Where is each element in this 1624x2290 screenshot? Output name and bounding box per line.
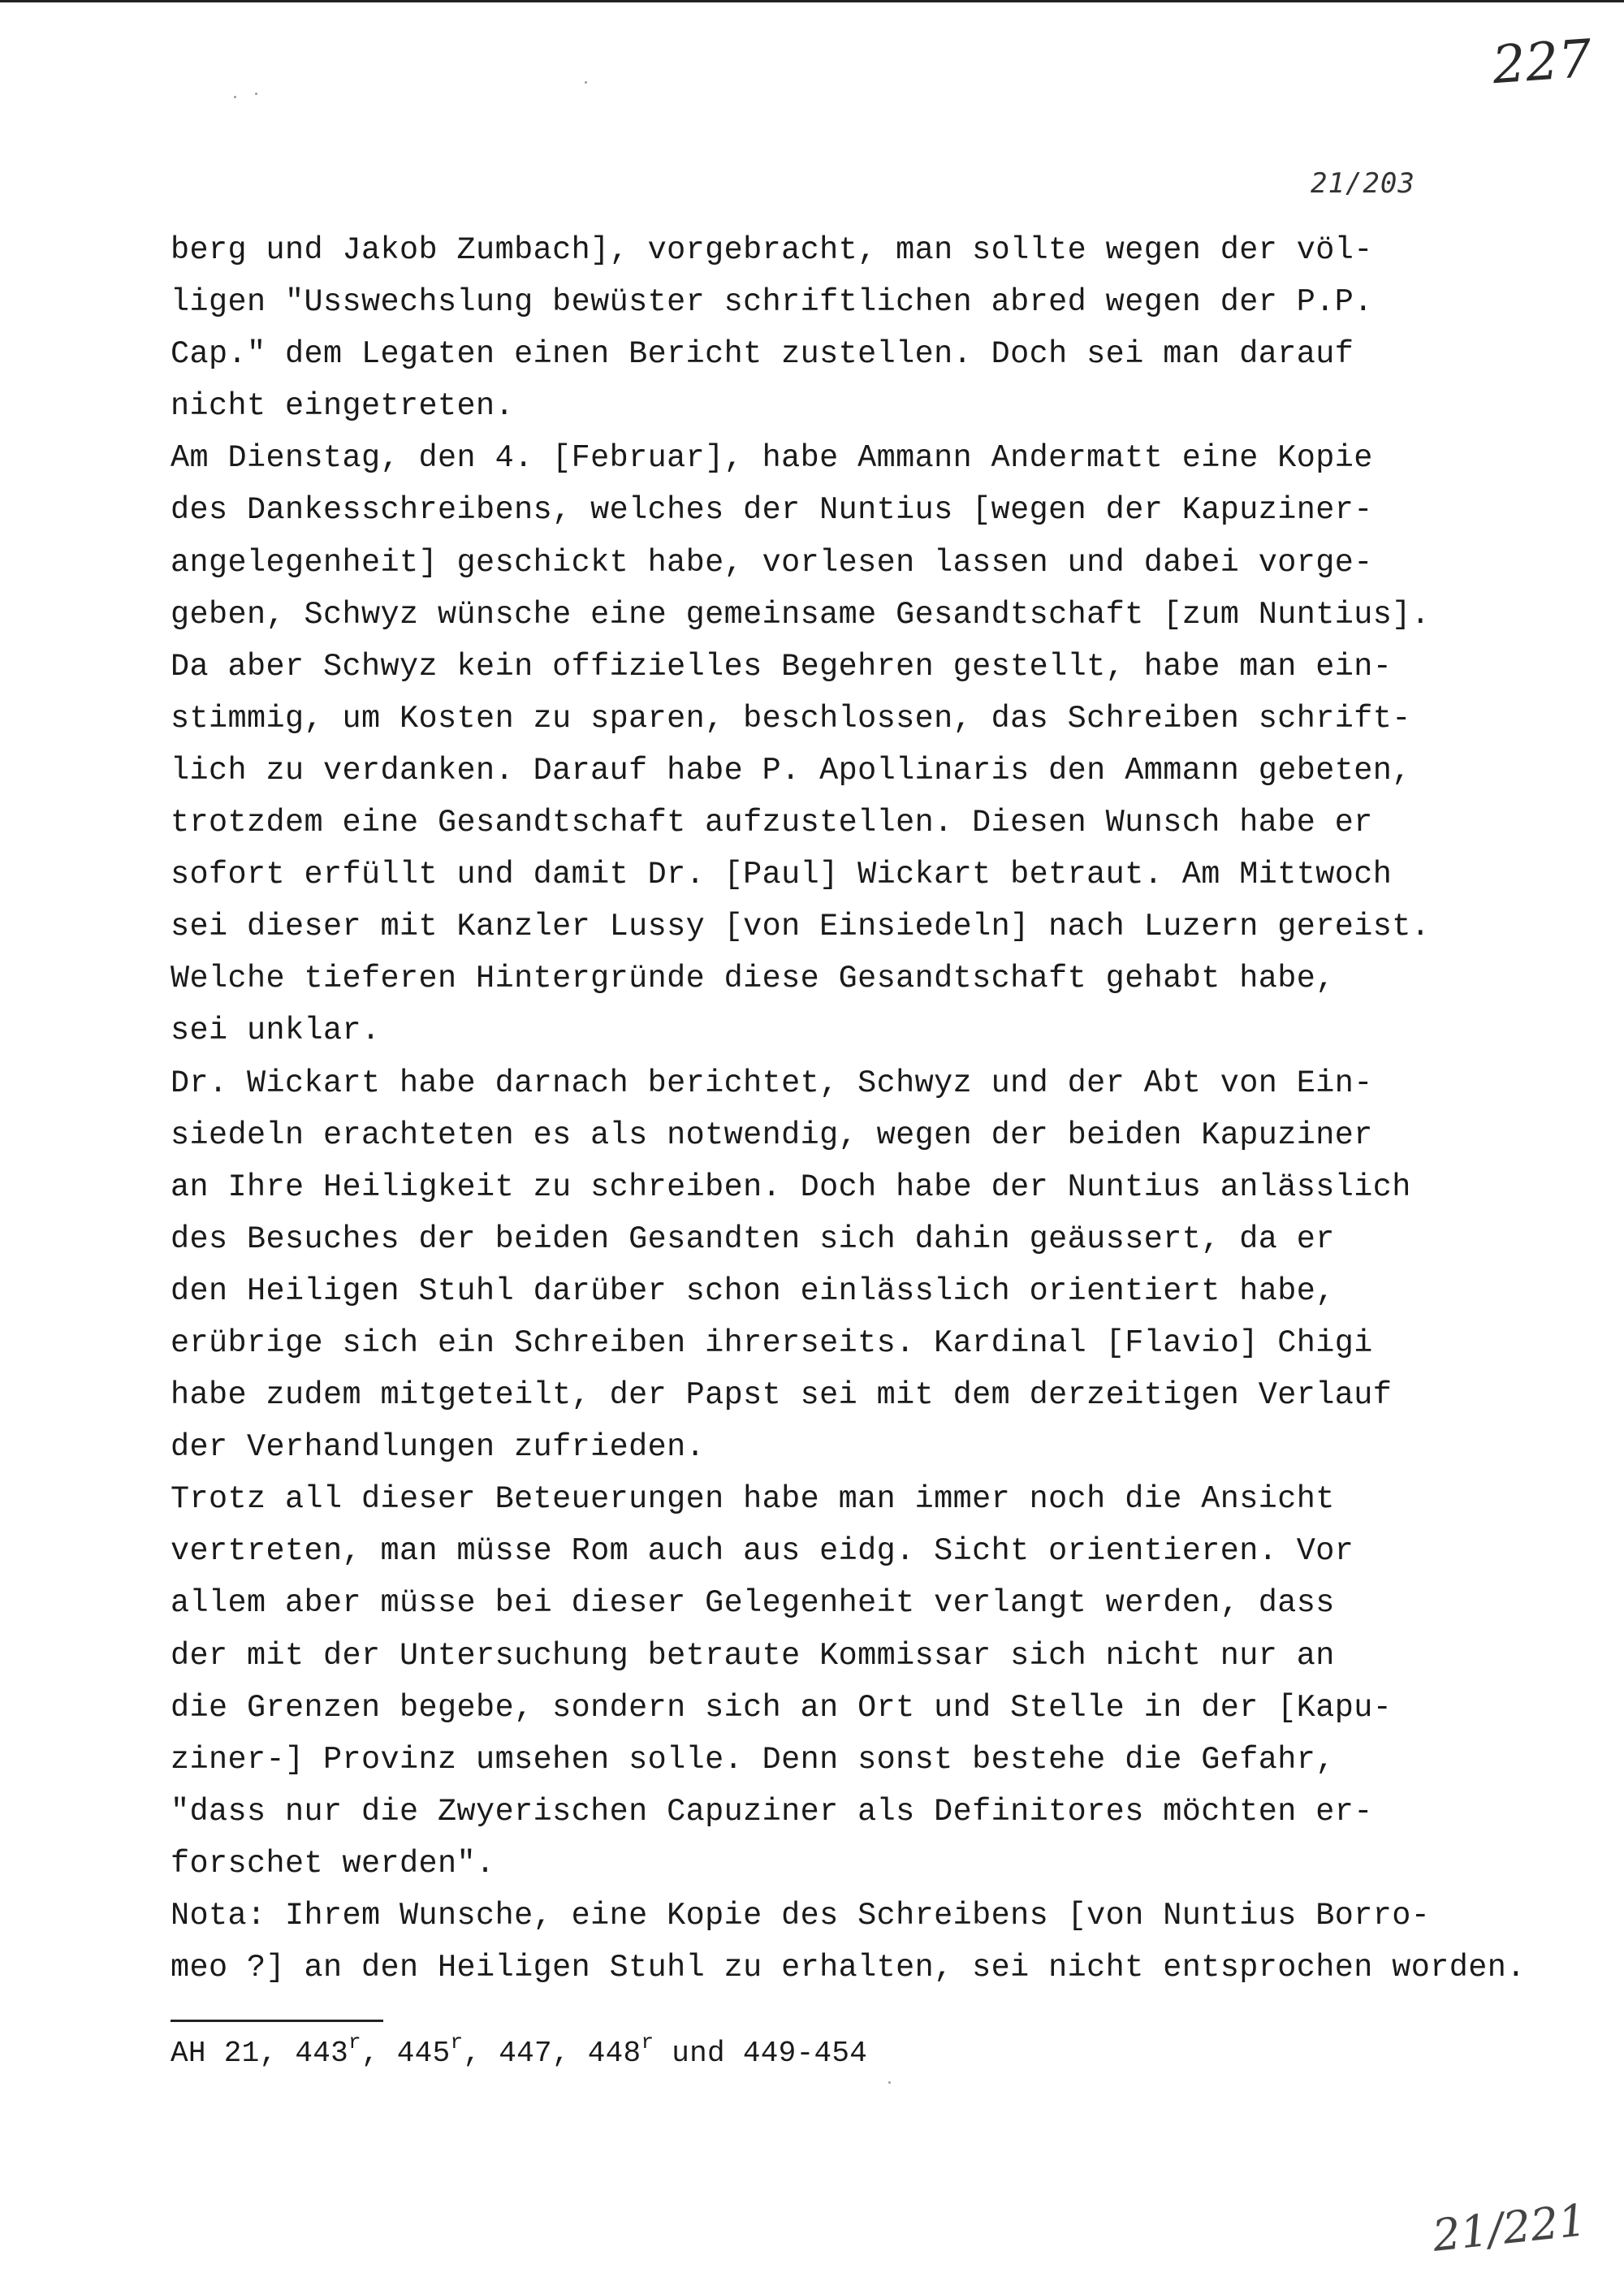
text-line: ligen "Usswechslung bewüster schriftlichen abred wegen der P.P. xyxy=(171,284,1373,321)
text-line: stimmig, um Kosten zu sparen, beschlossen, das Schreiben schrift- xyxy=(171,700,1411,737)
text-line: Am Dienstag, den 4. [Februar], habe Ammann Andermatt eine Kopie xyxy=(171,440,1373,477)
text-line: berg und Jakob Zumbach], vorgebracht, man sollte wegen der völ- xyxy=(171,232,1373,268)
footnote-sup: r xyxy=(641,2030,654,2055)
text-line: ziner-] Provinz umsehen solle. Denn sonst bestehe die Gefahr, xyxy=(171,1741,1335,1778)
footnote-prefix: AH 21, 443 xyxy=(171,2037,349,2070)
text-line: Nota: Ihrem Wunsche, eine Kopie des Schreibens [von Nuntius Borro- xyxy=(171,1898,1431,1934)
top-border xyxy=(0,0,1624,2)
text-line: habe zudem mitgeteilt, der Papst sei mit dem derzeitigen Verlauf xyxy=(171,1377,1393,1414)
text-line: die Grenzen begebe, sondern sich an Ort und Stelle in der [Kapu- xyxy=(171,1689,1393,1726)
text-line: sei dieser mit Kanzler Lussy [von Einsiedeln] nach Luzern gereist. xyxy=(171,909,1431,945)
text-line: Da aber Schwyz kein offizielles Begehren gestellt, habe man ein- xyxy=(171,648,1393,685)
text-line: des Dankesschreibens, welches der Nuntius [wegen der Kapuziner- xyxy=(171,492,1373,529)
text-line: des Besuches der beiden Gesandten sich dahin geäussert, da er xyxy=(171,1221,1335,1257)
text-line: allem aber müsse bei dieser Gelegenheit verlangt werden, dass xyxy=(171,1585,1335,1622)
text-line: Cap." dem Legaten einen Bericht zustellen. Doch sei man darauf xyxy=(171,336,1354,373)
text-line: trotzdem eine Gesandtschaft aufzustellen. Diesen Wunsch habe er xyxy=(171,805,1373,841)
scan-speck xyxy=(255,93,257,95)
text-line: meo ?] an den Heiligen Stuhl zu erhalten, sei nicht entsprochen worden. xyxy=(171,1950,1526,1986)
text-line: Dr. Wickart habe darnach berichtet, Schwyz und der Abt von Ein- xyxy=(171,1065,1373,1101)
text-line: der mit der Untersuchung betraute Kommissar sich nicht nur an xyxy=(171,1637,1335,1674)
text-line: geben, Schwyz wünsche eine gemeinsame Gesandtschaft [zum Nuntius]. xyxy=(171,596,1431,633)
text-line: angelegenheit] geschickt habe, vorlesen lassen und dabei vorge- xyxy=(171,544,1373,581)
footnote-part: , 445 xyxy=(361,2037,451,2070)
text-line: siedeln erachteten es als notwendig, wegen der beiden Kapuziner xyxy=(171,1117,1373,1153)
page-reference: 21/203 xyxy=(1311,167,1415,200)
footnote-source xyxy=(171,2030,868,2073)
text-line: "dass nur die Zwyerischen Capuziner als Definitores möchten er- xyxy=(171,1793,1373,1830)
text-line: lich zu verdanken. Darauf habe P. Apollinaris den Ammann gebeten, xyxy=(171,752,1411,789)
footnote-rule xyxy=(171,2020,383,2022)
footnote-sup: r xyxy=(450,2030,464,2055)
text-line: sofort erfüllt und damit Dr. [Paul] Wickart betraut. Am Mittwoch xyxy=(171,857,1393,893)
scan-speck xyxy=(234,96,236,98)
footnote-sup: r xyxy=(348,2030,361,2055)
text-line: nicht eingetreten. xyxy=(171,388,515,425)
scan-speck xyxy=(585,81,587,84)
handwritten-archive-number: 21/221 xyxy=(1430,2194,1589,2262)
text-line: vertreten, man müsse Rom auch aus eidg. Sicht orientieren. Vor xyxy=(171,1533,1354,1570)
handwritten-page-number: 227 xyxy=(1490,28,1594,97)
text-line: Welche tieferen Hintergründe diese Gesandtschaft gehabt habe, xyxy=(171,961,1335,997)
body-text xyxy=(171,224,1567,1994)
text-line: erübrige sich ein Schreiben ihrerseits. Kardinal [Flavio] Chigi xyxy=(171,1324,1373,1361)
text-line: den Heiligen Stuhl darüber schon einlässlich orientiert habe, xyxy=(171,1272,1335,1309)
text-line: an Ihre Heiligkeit zu schreiben. Doch habe der Nuntius anlässlich xyxy=(171,1169,1411,1205)
text-line: Trotz all dieser Beteuerungen habe man immer noch die Ansicht xyxy=(171,1481,1335,1518)
text-line: der Verhandlungen zufrieden. xyxy=(171,1429,706,1466)
footnote-suffix: und 449-454 xyxy=(654,2037,868,2070)
scan-speck xyxy=(888,2081,891,2084)
text-line: sei unklar. xyxy=(171,1013,381,1049)
text-line: forschet werden". xyxy=(171,1845,495,1882)
footnote-part: , 447, 448 xyxy=(463,2037,641,2070)
